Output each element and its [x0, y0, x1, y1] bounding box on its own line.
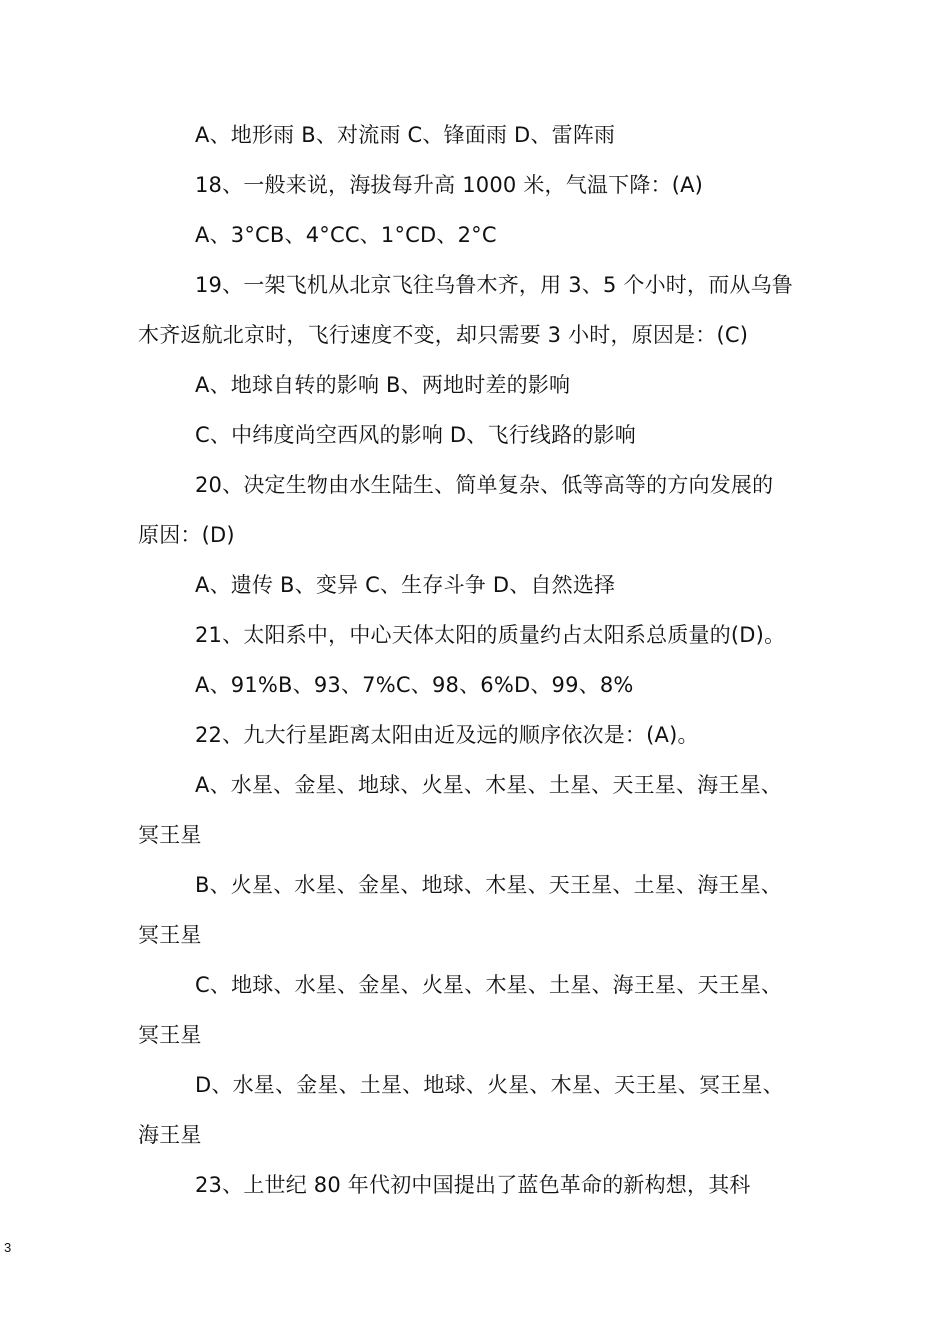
option-22d-line-1: D、水星、金星、土星、地球、火星、木星、天王星、冥王星、	[195, 1073, 784, 1097]
option-22a-line-1: A、水星、金星、地球、火星、木星、土星、天王星、海王星、	[195, 773, 782, 797]
option-22a-line-2: 冥王星	[138, 823, 202, 847]
question-19-line-1: 19、一架飞机从北京飞往乌鲁木齐，用 3、5 个小时，而从乌鲁	[195, 273, 793, 297]
question-23: 23、上世纪 80 年代初中国提出了蓝色革命的新构想，其科	[195, 1173, 751, 1197]
question-18: 18、一般来说，海拔每升高 1000 米，气温下降：(A)	[195, 173, 704, 197]
question-22: 22、九大行星距离太阳由近及远的顺序依次是：(A)。	[195, 723, 699, 747]
question-21: 21、太阳系中，中心天体太阳的质量约占太阳系总质量的(D)。	[195, 623, 786, 647]
option-22d-line-2: 海王星	[138, 1123, 202, 1147]
option-line-19b: C、中纬度尚空西风的影响 D、飞行线路的影响	[195, 423, 636, 447]
page-number: 3	[4, 1240, 12, 1255]
question-20-line-1: 20、决定生物由水生陆生、简单复杂、低等高等的方向发展的	[195, 473, 774, 497]
option-22b-line-1: B、火星、水星、金星、地球、木星、天王星、土星、海王星、	[195, 873, 783, 897]
option-22b-line-2: 冥王星	[138, 923, 202, 947]
question-20-line-2: 原因：(D)	[138, 523, 235, 547]
option-line-17: A、地形雨 B、对流雨 C、锋面雨 D、雷阵雨	[195, 123, 616, 147]
option-22c-line-1: C、地球、水星、金星、火星、木星、土星、海王星、天王星、	[195, 973, 783, 997]
question-19-line-2: 木齐返航北京时，飞行速度不变，却只需要 3 小时，原因是：(C)	[138, 323, 749, 347]
option-22c-line-2: 冥王星	[138, 1023, 202, 1047]
option-line-18: A、3°CB、4°CC、1°CD、2°C	[195, 223, 497, 247]
option-line-20: A、遗传 B、变异 C、生存斗争 D、自然选择	[195, 573, 616, 597]
option-line-21: A、91%B、93、7%C、98、6%D、99、8%	[195, 673, 634, 697]
option-line-19a: A、地球自转的影响 B、两地时差的影响	[195, 373, 571, 397]
